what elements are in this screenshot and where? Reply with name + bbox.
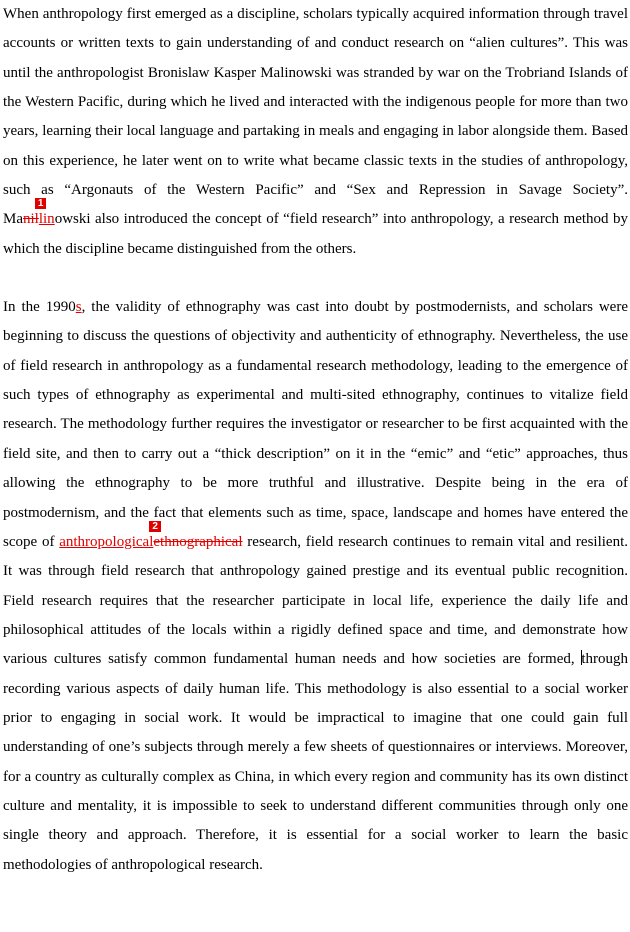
- tracked-insertion-2[interactable]: anthropological: [59, 533, 154, 550]
- paragraph-2-text-end: through recording various aspects of daily human life. This methodology is also essential to a social worker prior to engaging in social work. It would be impractical to imagine that one could gain full understanding of one’s subjects through merely a few sheets of questionnaires or interviews. Moreover, for a country as culturally complex as China, in which every region and community has its own distinct culture and mentality, it is impossible to seek to understand different communities through only one single theory and approach. Therefore, it is essential for a social worker to learn the basic methodologies of anthropological research.: [3, 651, 628, 873]
- tracked-insertion-plural-s[interactable]: s: [75, 299, 82, 316]
- revision-anchor-1: [37, 198, 55, 228]
- tracked-insertion-1[interactable]: lin: [38, 211, 55, 228]
- paragraph-1-text-start: When anthropology first emerged as a discipline, scholars typically acquired information through travel accounts or written texts to gain understanding of and conduct research on “alien cultures”. This was until the anthropologist Bronislaw Kasper Malinowski was stranded by war on the Trobriand Islands of the Western Pacific, during which he lived and interacted with the indigenous people for more than two years, learning their local language and partaking in meals and engaging in labor alongside them. Based on this experience, he later went on to write what became classic texts in the studies of anthropology, such as “Argonauts of the Western Pacific” and “Sex and Repression in Savage Society”. Ma: [3, 6, 628, 228]
- revision-anchor-2: [152, 520, 243, 550]
- tracked-deletion-2[interactable]: ethnographical: [153, 533, 243, 550]
- paragraph-2-text-middle: , the validity of ethnography was cast into doubt by postmodernists, and scholars were beginning to discuss the questions of objectivity and authenticity of ethnography. Nevertheless, the use of field research in anthropology as a fundamental research methodology, leading to the emergence of such types of ethnography as experimental and multi-sited ethnography, continues to vitalize field research. The methodology further requires the investigator or researcher to be first acquainted with the field site, and then to carry out a “thick description” on it in the “emic” and “etic” approaches, thus allowing the ethnography to be more truthful and illustrative. Despite being in the era of postmodernism, and the fact that elements such as time, space, landscape and homes have entered the scope of: [3, 299, 628, 550]
- paragraph-2-text-start: In the 1990: [3, 299, 76, 316]
- tracked-deletion-1[interactable]: nil: [23, 211, 39, 228]
- revision-marker-2[interactable]: 2: [149, 521, 161, 532]
- paragraph-2: [3, 293, 628, 880]
- paragraph-1-text-end: owski also introduced the concept of “field research” into anthropology, a research method by which the discipline became distinguished from the others.: [3, 211, 628, 257]
- revision-marker-1[interactable]: 1: [35, 198, 47, 209]
- paragraph-2-text-after-revision: research, field research continues to remain vital and resilient. It was through field research that anthropology gained prestige and its eventual public recognition. Field research requires that the researcher participate in local life, experience the daily life and philosophical attitudes of the locals within a rigidly defined space and time, and demonstrate how various cultures satisfy common fundamental human needs and how societies are formed,: [3, 533, 628, 668]
- paragraph-1: [3, 0, 628, 264]
- document-body[interactable]: [3, 0, 628, 880]
